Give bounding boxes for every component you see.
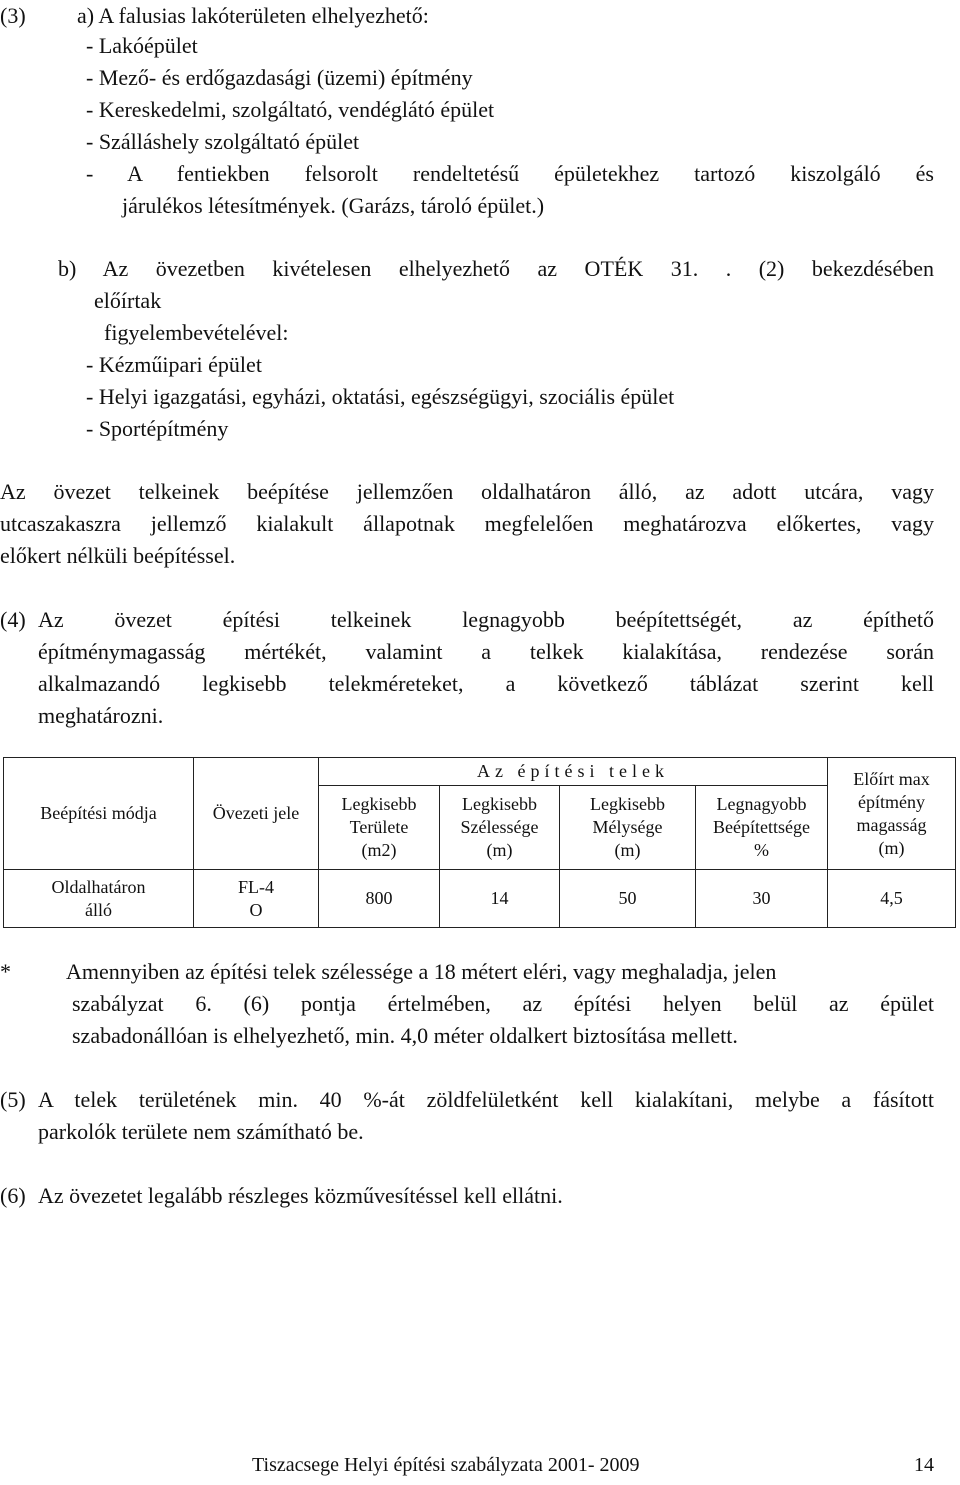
section-3b-line: előírtak (94, 288, 162, 313)
header-max-height: Előírt max építmény magasság (m) (828, 758, 956, 870)
footer-title: Tiszacsege Helyi építési szabályzata 2001- 2009 (252, 1454, 640, 1476)
section-5-line: A telek területének min. 40 %-át zöldfelületként kell kialakítani, melybe a fásított (38, 1087, 934, 1112)
cell-max-height: 4,5 (828, 870, 956, 928)
section-6-number: (6) (0, 1183, 26, 1208)
cell-min-area: 800 (319, 870, 440, 928)
list-item: - Mező- és erdőgazdasági (üzemi) építmény (86, 65, 473, 90)
section-4-line: Az övezet építési telkeinek legnagyobb beépítettségét, az építhető (38, 607, 934, 632)
section-3b-line: figyelembevételével: (104, 320, 289, 345)
list-item: - Kereskedelmi, szolgáltató, vendéglátó épület (86, 97, 495, 122)
header-zone-code: Övezeti jele (194, 758, 319, 870)
list-item: - Kézműipari épület (86, 352, 262, 377)
footnote-line: szabadonállóan is elhelyezhető, min. 4,0 méter oldalkert biztosítása mellett. (72, 1023, 738, 1048)
cell-max-coverage: 30 (696, 870, 828, 928)
paragraph-line: utcaszakaszra jellemző kialakult állapotnak megfelelően meghatározva előkertes, vagy (0, 511, 934, 536)
section-5-number: (5) (0, 1087, 26, 1112)
section-4-line: alkalmazandó legkisebb telekméreteket, a következő táblázat szerint kell (38, 671, 934, 696)
cell-min-width: 14 (440, 870, 560, 928)
footnote-line: Amennyiben az építési telek szélessége a 18 métert eléri, vagy meghaladja, jelen (66, 959, 777, 984)
paragraph-line: előkert nélküli beépítéssel. (0, 543, 236, 568)
header-building-mode: Beépítési módja (4, 758, 194, 870)
paragraph-line: Az övezet telkeinek beépítése jellemzően oldalhatáron álló, az adott utcára, vagy (0, 479, 934, 504)
page-number: 14 (914, 1454, 934, 1476)
section-5-line: parkolók területe nem számítható be. (38, 1119, 364, 1144)
list-item: - Helyi igazgatási, egyházi, oktatási, egészségügyi, szociális épület (86, 384, 675, 409)
cell-min-depth: 50 (560, 870, 696, 928)
section-4-line: meghatározni. (38, 703, 164, 728)
zone-parameters-table (3, 757, 956, 928)
header-max-coverage: Legnagyobb Beépítettsége % (696, 786, 828, 870)
cell-zone-code: FL-4 O (194, 870, 319, 928)
section-4-line: építménymagasság mértékét, valamint a telkek kialakítása, rendezése során (38, 639, 934, 664)
header-min-width: Legkisebb Szélessége (m) (440, 786, 560, 870)
section-3b-line: b) Az övezetben kivételesen elhelyezhető az OTÉK 31. . (2) bekezdésében (58, 256, 934, 281)
footnote-marker: * (0, 959, 11, 984)
header-min-area: Legkisebb Területe (m2) (319, 786, 440, 870)
section-3a-title: a) A falusias lakóterületen elhelyezhető: (77, 3, 429, 28)
header-plot-group: Az építési telek (319, 758, 828, 786)
section-3-number: (3) (0, 3, 26, 28)
list-item: - A fentiekben felsorolt rendeltetésű épületekhez tartozó kiszolgáló és (86, 161, 934, 186)
list-item: - Lakóépület (86, 33, 198, 58)
list-item: - Szálláshely szolgáltató épület (86, 129, 360, 154)
section-4-number: (4) (0, 607, 26, 632)
footnote-line: szabályzat 6. (6) pontja értelmében, az építési helyen belül az épület (72, 991, 934, 1016)
list-item-continuation: járulékos létesítmények. (Garázs, tároló épület.) (122, 193, 545, 218)
cell-building-mode: Oldalhatáron álló (4, 870, 194, 928)
section-6-text: Az övezetet legalább részleges közművesítéssel kell ellátni. (38, 1183, 563, 1208)
header-min-depth: Legkisebb Mélysége (m) (560, 786, 696, 870)
table-header-row (4, 758, 956, 786)
list-item: - Sportépítmény (86, 416, 229, 441)
table-row (4, 870, 956, 928)
